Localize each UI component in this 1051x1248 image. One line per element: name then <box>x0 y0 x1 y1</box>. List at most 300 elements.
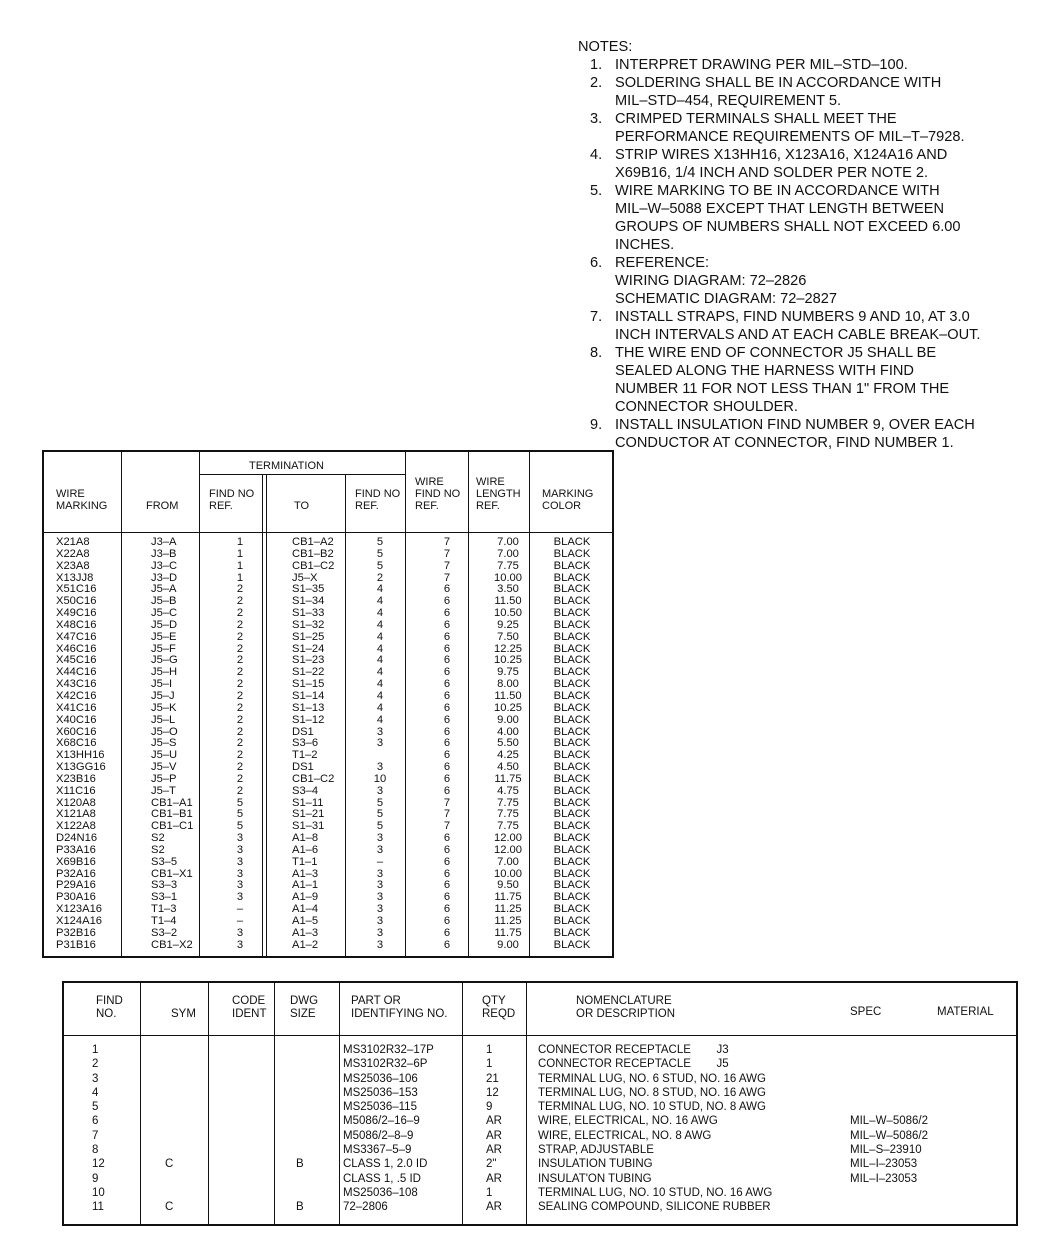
note-text-line: THE WIRE END OF CONNECTOR J5 SHALL BE <box>615 345 937 361</box>
table-cell: 5 <box>376 559 384 572</box>
table-cell: T1–4 <box>151 915 177 927</box>
notes-title: NOTES: <box>578 39 633 55</box>
note-text-line: MIL–STD–454, REQUIREMENT 5. <box>615 93 842 109</box>
table-cell: BLACK <box>553 903 591 916</box>
column-sym <box>165 1043 195 1215</box>
table-cell: 7 <box>443 808 451 821</box>
table-cell: 3 <box>376 784 384 797</box>
note-text-line: SEALED ALONG THE HARNESS WITH FIND <box>615 363 914 379</box>
table-cell: 2 <box>236 713 244 726</box>
table-cell: 2 <box>236 784 244 797</box>
table-cell: 9.75 <box>497 666 519 679</box>
table-cell: 2 <box>236 772 244 785</box>
table-cell: TERMINAL LUG, NO. 6 STUD, NO. 16 AWG <box>538 1072 766 1085</box>
table-cell: BLACK <box>553 725 591 738</box>
col-divider <box>199 452 200 956</box>
table-cell: 3 <box>376 843 384 856</box>
table-cell <box>296 1086 326 1100</box>
note-item <box>578 56 1048 74</box>
table-cell: 6 <box>443 701 451 714</box>
table-cell: 3 <box>92 1072 99 1085</box>
table-cell: X22A8 <box>56 547 90 560</box>
table-cell: 3 <box>376 737 384 750</box>
table-cell: 9.25 <box>497 618 519 631</box>
table-cell: 4 <box>376 654 384 667</box>
note-text-line: SCHEMATIC DIAGRAM: 72–2827 <box>615 291 837 307</box>
col-divider <box>405 452 406 956</box>
table-cell <box>224 1057 254 1071</box>
table-cell: CB1–C2 <box>292 559 335 572</box>
table-cell: J5–S <box>151 737 177 750</box>
note-number: 3. <box>590 111 603 127</box>
table-cell: 7 <box>443 536 451 548</box>
table-cell: 6 <box>443 737 451 750</box>
table-cell: 6 <box>443 749 451 762</box>
table-cell: X50C16 <box>56 595 97 608</box>
table-cell: X44C16 <box>56 666 97 679</box>
table-cell: 7.00 <box>497 855 519 868</box>
col-divider <box>266 474 267 956</box>
table-cell: 10.00 <box>494 571 522 584</box>
table-cell: CLASS 1, .5 ID <box>343 1172 421 1185</box>
table-cell <box>224 1143 254 1157</box>
table-cell: 3 <box>376 761 384 774</box>
table-cell: BLACK <box>553 796 591 809</box>
table-cell: BLACK <box>553 678 591 691</box>
table-cell: 3 <box>376 903 384 916</box>
table-cell: 11 <box>92 1201 104 1214</box>
table-cell: X121A8 <box>56 808 96 821</box>
table-cell: INSULATION TUBING <box>538 1158 653 1171</box>
note-text-line: GROUPS OF NUMBERS SHALL NOT EXCEED 6.00 <box>615 219 961 235</box>
table-cell: MIL–W–5086/2 <box>850 1129 928 1142</box>
note-number: 1. <box>590 57 603 73</box>
table-cell: 10.00 <box>494 867 522 880</box>
table-cell <box>224 1100 254 1114</box>
table-cell: BLACK <box>553 891 591 904</box>
table-cell: J5–C <box>151 607 178 620</box>
note-text-line: INSTALL STRAPS, FIND NUMBERS 9 AND 10, AT 3.0 <box>615 309 970 325</box>
header-nomenclature: NOMENCLATURE OR DESCRIPTION <box>576 995 676 1020</box>
table-cell: BLACK <box>553 938 591 951</box>
table-cell: 8.00 <box>497 678 519 691</box>
table-cell: J5–F <box>151 642 176 655</box>
table-cell: X51C16 <box>56 583 97 596</box>
table-cell: 11.75 <box>494 891 522 904</box>
table-cell: 7.75 <box>497 796 519 809</box>
table-cell: 9.00 <box>497 938 519 951</box>
table-cell <box>850 1086 950 1100</box>
table-cell: 2 <box>236 666 244 679</box>
table-cell: J5–U <box>151 749 178 762</box>
table-cell: 5 <box>376 820 384 833</box>
table-cell: X43C16 <box>56 678 97 691</box>
table-cell: X46C16 <box>56 642 97 655</box>
table-cell: P30A16 <box>56 891 96 904</box>
column-from <box>151 537 199 952</box>
header-part-no: PART OR IDENTIFYING NO. <box>351 995 448 1020</box>
table-cell: A1–1 <box>292 879 319 892</box>
table-cell <box>296 1172 326 1186</box>
table-cell: C <box>165 1158 174 1171</box>
header-termination: TERMINATION <box>249 460 324 472</box>
column-part-no <box>343 1043 461 1215</box>
table-cell: BLACK <box>553 820 591 833</box>
table-cell: S1–14 <box>292 689 325 702</box>
table-cell <box>224 1043 254 1057</box>
table-cell: A1–4 <box>292 903 319 916</box>
table-cell: BLACK <box>553 536 591 548</box>
table-cell: J3–D <box>151 571 178 584</box>
table-cell: 2 <box>236 654 244 667</box>
table-cell: X122A8 <box>56 820 96 833</box>
table-cell: S3–4 <box>292 784 319 797</box>
table-cell: J5–L <box>151 713 176 726</box>
table-cell: BLACK <box>553 867 591 880</box>
table-cell: X13HH16 <box>56 749 105 762</box>
table-cell: 5 <box>236 820 244 833</box>
table-cell: 6 <box>443 926 451 939</box>
table-cell: S1–21 <box>292 808 325 821</box>
table-cell: 6 <box>443 879 451 892</box>
column-marking-color <box>544 537 600 952</box>
note-item <box>578 308 1048 344</box>
table-cell: 1 <box>236 571 244 584</box>
table-cell: 6 <box>443 843 451 856</box>
table-cell: – <box>236 915 244 927</box>
note-text-line: WIRING DIAGRAM: 72–2826 <box>615 273 807 289</box>
table-cell: 12.00 <box>494 832 522 845</box>
note-text-line: SOLDERING SHALL BE IN ACCORDANCE WITH <box>615 75 942 91</box>
table-cell: 6 <box>443 678 451 691</box>
table-cell: MS25036–106 <box>343 1072 418 1085</box>
table-cell <box>165 1072 195 1086</box>
table-cell: S1–32 <box>292 618 325 631</box>
table-cell: X23A8 <box>56 559 90 572</box>
table-cell: MIL–S–23910 <box>850 1144 922 1157</box>
table-cell: 6 <box>443 654 451 667</box>
table-cell: C <box>165 1201 174 1214</box>
table-cell: 9 <box>92 1172 99 1185</box>
table-cell: 3 <box>236 879 244 892</box>
table-cell: 6 <box>443 595 451 608</box>
table-cell: 10 <box>373 772 387 785</box>
table-cell: 4 <box>376 689 384 702</box>
table-cell: 2 <box>376 571 384 584</box>
table-cell: INSULAT'ON TUBING <box>538 1172 652 1185</box>
table-cell: 7.75 <box>497 559 519 572</box>
table-cell: J5–D <box>151 618 178 631</box>
table-cell <box>296 1143 326 1157</box>
table-cell: X68C16 <box>56 737 97 750</box>
table-cell: BLACK <box>553 642 591 655</box>
table-cell: BLACK <box>553 832 591 845</box>
table-cell <box>224 1129 254 1143</box>
table-cell: 1 <box>486 1186 493 1199</box>
table-cell: 4 <box>376 583 384 596</box>
table-cell: X69B16 <box>56 855 96 868</box>
table-cell: B <box>296 1158 304 1171</box>
table-cell: 2 <box>236 737 244 750</box>
header-to: TO <box>294 500 310 512</box>
column-qty <box>486 1043 516 1215</box>
table-cell <box>850 1100 950 1114</box>
table-cell: 4 <box>376 630 384 643</box>
note-text-line: INSTALL INSULATION FIND NUMBER 9, OVER EACH <box>615 417 975 433</box>
table-cell: WIRE, ELECTRICAL, NO. 8 AWG <box>538 1129 712 1142</box>
note-item <box>578 146 1048 182</box>
table-cell: 5 <box>92 1101 99 1114</box>
header-find-no: FIND NO. <box>96 995 123 1020</box>
table-cell: 2 <box>236 749 244 762</box>
table-cell: A1–6 <box>292 843 319 856</box>
table-cell: 3 <box>236 891 244 904</box>
table-cell: 2 <box>236 630 244 643</box>
table-cell: 2 <box>236 761 244 774</box>
table-cell: J5–P <box>151 772 177 785</box>
table-cell: BLACK <box>553 761 591 774</box>
table-cell: 6 <box>92 1115 99 1128</box>
table-cell: A1–2 <box>292 938 319 951</box>
table-cell: BLACK <box>553 915 591 927</box>
table-cell: 2" <box>486 1158 497 1171</box>
table-cell: CB1–C1 <box>151 820 194 833</box>
note-item <box>578 344 1048 416</box>
table-cell: 6 <box>443 903 451 916</box>
table-cell: CLASS 1, 2.0 ID <box>343 1158 428 1171</box>
table-cell: S1–22 <box>292 666 325 679</box>
table-cell: X41C16 <box>56 701 97 714</box>
table-cell: CB1–B1 <box>151 808 193 821</box>
column-wire-find-no-ref <box>437 537 457 952</box>
table-cell <box>165 1172 195 1186</box>
table-cell: J5–K <box>151 701 177 714</box>
table-cell <box>224 1072 254 1086</box>
table-cell: 6 <box>443 618 451 631</box>
table-cell: 4 <box>376 642 384 655</box>
termination-rule <box>199 474 405 475</box>
table-cell: BLACK <box>553 559 591 572</box>
table-cell: BLACK <box>553 547 591 560</box>
table-cell: 9.00 <box>497 713 519 726</box>
table-cell: S3–1 <box>151 891 178 904</box>
table-cell: 4 <box>376 713 384 726</box>
table-cell: S1–31 <box>292 820 325 833</box>
table-cell: MIL–W–5086/2 <box>850 1115 928 1128</box>
table-cell <box>224 1086 254 1100</box>
note-number: 6. <box>590 255 603 271</box>
table-cell: 11.25 <box>494 915 522 927</box>
table-cell: S1–33 <box>292 607 325 620</box>
table-cell: 72–2806 <box>343 1201 388 1214</box>
notes-list <box>578 56 1048 452</box>
table-cell: CONNECTOR RECEPTACLE J3 <box>538 1044 729 1056</box>
table-cell: 2 <box>236 642 244 655</box>
table-cell: A1–9 <box>292 891 319 904</box>
table-cell: J5–X <box>292 571 318 584</box>
note-number: 8. <box>590 345 603 361</box>
header-from: FROM <box>146 500 179 512</box>
table-cell: 6 <box>443 855 451 868</box>
column-to <box>292 537 344 952</box>
table-cell: 2 <box>92 1058 99 1071</box>
col-divider <box>208 983 209 1224</box>
header-material: MATERIAL <box>937 1006 994 1018</box>
table-cell: 11.50 <box>494 595 522 608</box>
table-cell: AR <box>486 1129 502 1142</box>
table-cell: 7.00 <box>497 547 519 560</box>
table-cell: BLACK <box>553 737 591 750</box>
table-cell: 3 <box>376 879 384 892</box>
table-cell: BLACK <box>553 749 591 762</box>
note-text-line: CONDUCTOR AT CONNECTOR, FIND NUMBER 1. <box>615 435 954 451</box>
table-cell: CB1–X2 <box>151 938 193 951</box>
note-text-line: INTERPRET DRAWING PER MIL–STD–100. <box>615 57 908 73</box>
table-cell: S2 <box>151 832 165 845</box>
table-cell <box>165 1043 195 1057</box>
col-divider <box>274 983 275 1224</box>
table-cell: CONNECTOR RECEPTACLE J5 <box>538 1058 729 1071</box>
table-cell: 9.50 <box>497 879 519 892</box>
column-wire-length-ref <box>488 537 528 952</box>
table-cell: X13JJ8 <box>56 571 94 584</box>
note-text-line: CONNECTOR SHOULDER. <box>615 399 798 415</box>
header-sym: SYM <box>171 1008 196 1020</box>
table-cell: 6 <box>443 725 451 738</box>
table-cell: 6 <box>443 642 451 655</box>
table-cell: MS3102R32–6P <box>343 1058 428 1071</box>
table-cell: T1–2 <box>292 749 318 762</box>
table-cell: J5–V <box>151 761 177 774</box>
table-cell: 4 <box>376 595 384 608</box>
header-wire-marking: WIRE MARKING <box>56 488 108 512</box>
table-cell: 3 <box>376 938 384 951</box>
table-cell: 6 <box>443 713 451 726</box>
table-cell <box>165 1100 195 1114</box>
table-cell: 5 <box>236 796 244 809</box>
table-cell: BLACK <box>553 713 591 726</box>
table-cell: BLACK <box>553 630 591 643</box>
table-cell: – <box>376 855 384 868</box>
header-marking-color: MARKING COLOR <box>542 488 594 512</box>
table-cell: P31B16 <box>56 938 96 951</box>
table-cell: X42C16 <box>56 689 97 702</box>
table-cell: 7.00 <box>497 536 519 548</box>
table-cell: 1 <box>236 559 244 572</box>
table-cell: X60C16 <box>56 725 97 738</box>
table-cell: P32A16 <box>56 867 96 880</box>
note-text-line: NUMBER 11 FOR NOT LESS THAN 1" FROM THE <box>615 381 950 397</box>
table-cell: 3 <box>376 832 384 845</box>
column-find-no-ref-2 <box>368 537 392 952</box>
table-cell: J5–A <box>151 583 177 596</box>
table-cell: J5–H <box>151 666 178 679</box>
table-cell: CB1–C2 <box>292 772 335 785</box>
table-cell: 3 <box>376 926 384 939</box>
header-rule <box>64 1035 1016 1036</box>
table-cell: MS25036–108 <box>343 1186 418 1199</box>
table-cell: A1–3 <box>292 867 319 880</box>
table-cell: AR <box>486 1144 502 1157</box>
table-cell: 4.50 <box>497 761 519 774</box>
table-cell <box>224 1114 254 1128</box>
table-cell: BLACK <box>553 855 591 868</box>
table-cell: 6 <box>443 915 451 927</box>
column-find-no <box>92 1043 122 1215</box>
table-cell: 3 <box>236 832 244 845</box>
table-cell: X124A16 <box>56 915 103 927</box>
table-cell: X48C16 <box>56 618 97 631</box>
table-cell: MIL–I–23053 <box>850 1158 918 1171</box>
table-cell: A1–5 <box>292 915 319 927</box>
table-cell: 4 <box>376 607 384 620</box>
header-find-no-ref-2: FIND NO REF. <box>355 488 401 512</box>
table-cell: 11.75 <box>494 926 522 939</box>
table-cell: J5–E <box>151 630 177 643</box>
column-nomenclature <box>538 1043 838 1215</box>
table-cell <box>165 1129 195 1143</box>
table-cell: BLACK <box>553 772 591 785</box>
table-cell: 3 <box>376 915 384 927</box>
table-cell: 3.50 <box>497 583 519 596</box>
table-cell: 7.75 <box>497 808 519 821</box>
table-cell: 6 <box>443 666 451 679</box>
table-cell: MS3367–5–9 <box>343 1144 412 1157</box>
table-cell: 12.00 <box>494 843 522 856</box>
table-cell: – <box>236 903 244 916</box>
table-cell: DS1 <box>292 761 314 774</box>
note-item <box>578 182 1048 254</box>
table-cell <box>296 1057 326 1071</box>
table-cell: BLACK <box>553 607 591 620</box>
table-cell: J3–C <box>151 559 178 572</box>
table-cell: 2 <box>236 678 244 691</box>
column-wire-marking <box>56 537 120 952</box>
header-dwg-size: DWG SIZE <box>290 995 319 1020</box>
table-cell: J5–B <box>151 595 177 608</box>
table-cell: 3 <box>376 867 384 880</box>
table-cell <box>165 1186 195 1200</box>
table-cell: 2 <box>236 689 244 702</box>
table-cell: 5 <box>376 796 384 809</box>
table-cell: J5–T <box>151 784 176 797</box>
table-cell: CB1–A2 <box>292 536 334 548</box>
table-cell: 6 <box>443 607 451 620</box>
table-cell: P32B16 <box>56 926 96 939</box>
notes-section <box>578 38 1048 452</box>
table-cell: BLACK <box>553 666 591 679</box>
table-cell: BLACK <box>553 879 591 892</box>
table-cell: M5086/2–16–9 <box>343 1115 420 1128</box>
table-cell <box>296 1129 326 1143</box>
table-cell: CB1–X1 <box>151 867 193 880</box>
table-cell <box>165 1143 195 1157</box>
table-cell: 2 <box>236 607 244 620</box>
table-cell: BLACK <box>553 808 591 821</box>
header-rule <box>44 532 612 533</box>
table-cell: BLACK <box>553 618 591 631</box>
table-cell: 6 <box>443 583 451 596</box>
table-cell: X23B16 <box>56 772 96 785</box>
table-cell: 7 <box>443 820 451 833</box>
table-cell: 2 <box>236 595 244 608</box>
table-cell: 8 <box>92 1144 99 1157</box>
table-cell: 3 <box>376 891 384 904</box>
note-item <box>578 254 1048 308</box>
table-cell: 1 <box>92 1044 99 1056</box>
table-cell: S3–2 <box>151 926 178 939</box>
table-cell: CB1–A1 <box>151 796 193 809</box>
